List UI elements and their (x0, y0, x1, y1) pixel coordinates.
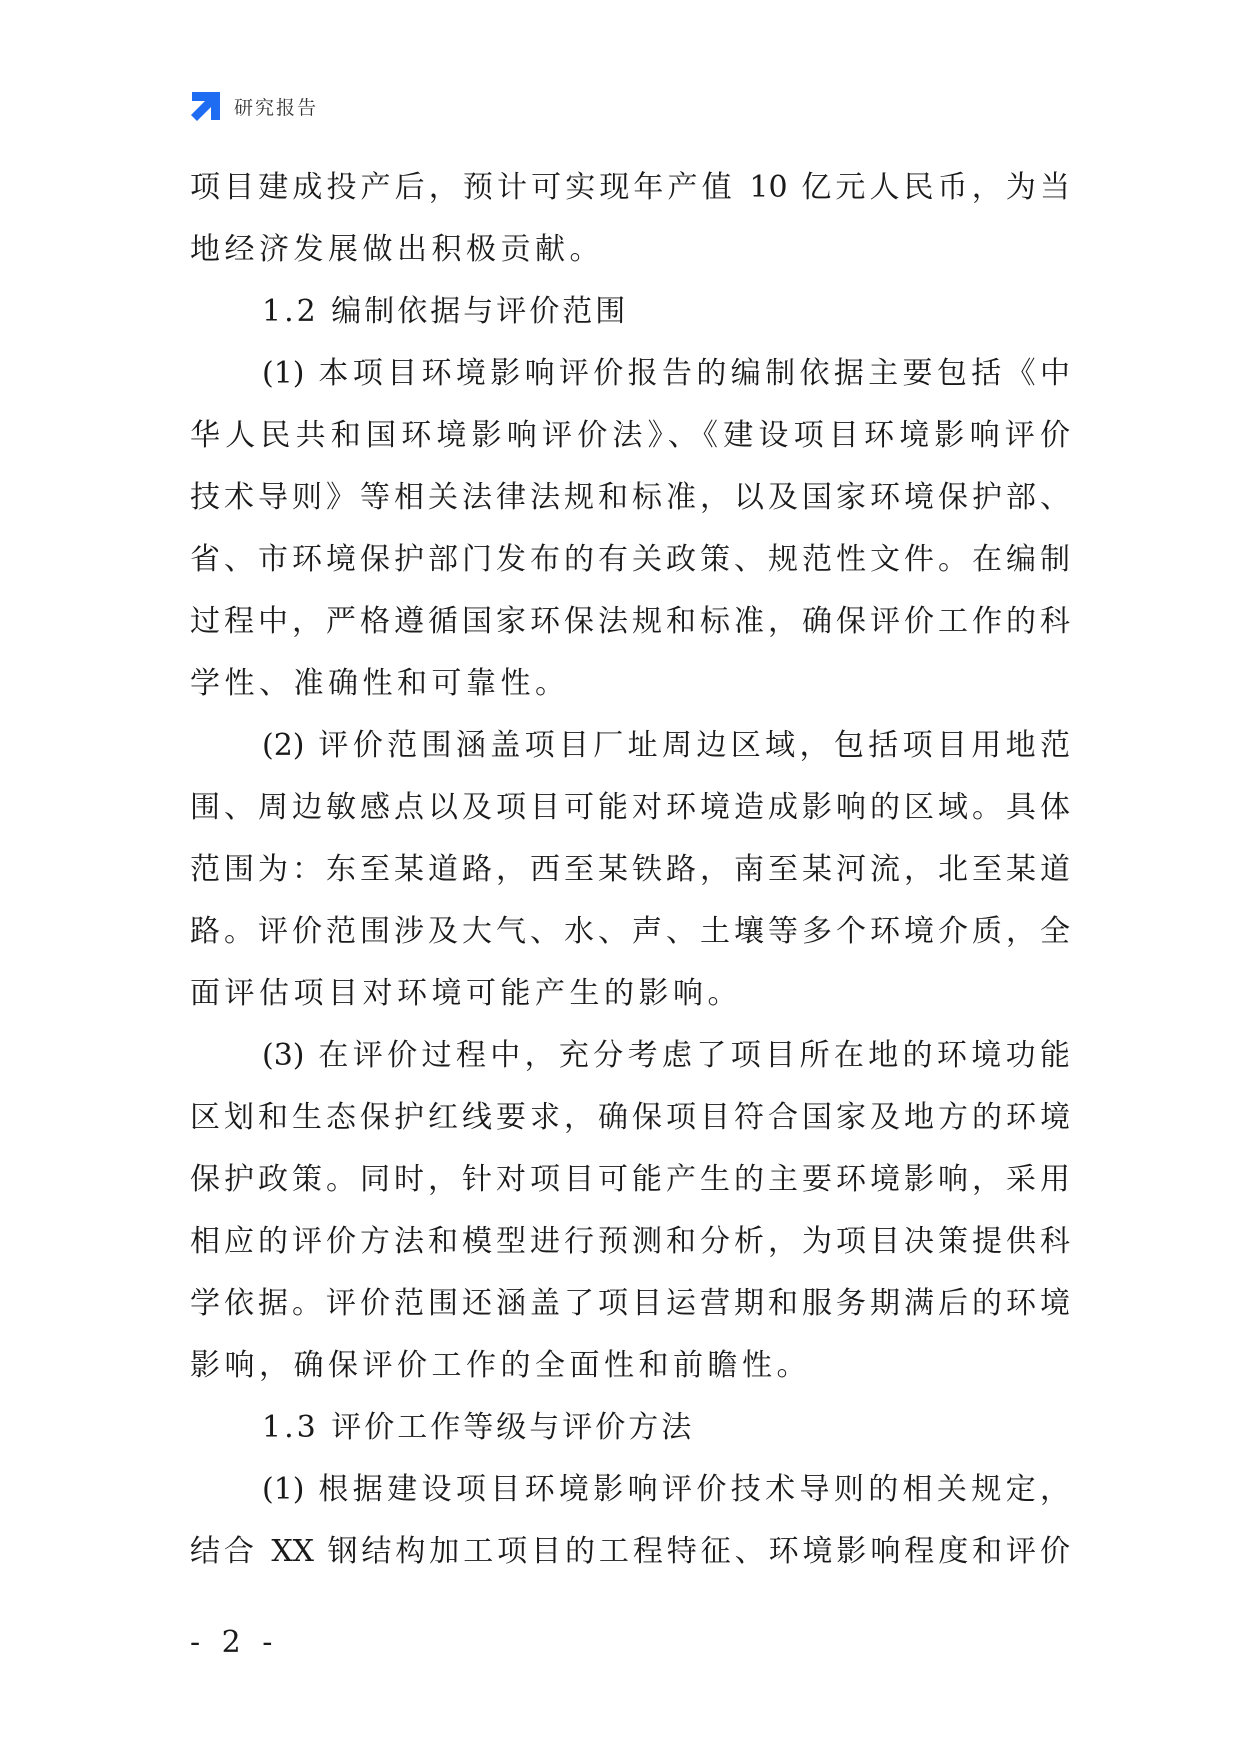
body-line: 路。评价范围涉及大气、水、声、土壤等多个环境介质，全 (190, 914, 1070, 949)
body-line: 项目建成投产后，预计可实现年产值 10 亿元人民币，为当 (190, 170, 1070, 205)
body-line: 华人民共和国环境影响评价法》、《建设项目环境影响评价 (190, 418, 1070, 453)
section-heading: 1.3 评价工作等级与评价方法 (262, 1410, 695, 1445)
arrow-up-right-icon (190, 90, 222, 122)
body-line: 省、市环境保护部门发布的有关政策、规范性文件。在编制 (190, 542, 1070, 577)
page-header (190, 88, 318, 124)
body-line: 学依据。评价范围还涵盖了项目运营期和服务期满后的环境 (190, 1286, 1070, 1321)
section-heading: 1.2 编制依据与评价范围 (262, 294, 629, 329)
body-line: 地经济发展做出积极贡献。 (190, 232, 604, 267)
body-line: (2) 评价范围涵盖项目厂址周边区域，包括项目用地范 (262, 728, 1070, 763)
body-line: 保护政策。同时，针对项目可能产生的主要环境影响，采用 (190, 1162, 1070, 1197)
body-line: (1) 本项目环境影响评价报告的编制依据主要包括《中 (262, 356, 1070, 391)
body-line: 影响，确保评价工作的全面性和前瞻性。 (190, 1348, 811, 1383)
body-line: (1) 根据建设项目环境影响评价技术导则的相关规定， (262, 1472, 1070, 1507)
body-line: 学性、准确性和可靠性。 (190, 666, 570, 701)
body-line: 围、周边敏感点以及项目可能对环境造成影响的区域。具体 (190, 790, 1070, 825)
brand-label: 研究报告 (234, 96, 319, 119)
body-line: 面评估项目对环境可能产生的影响。 (190, 976, 742, 1011)
body-line: 技术导则》等相关法律法规和标准，以及国家环境保护部、 (190, 480, 1070, 515)
body-line: 范围为：东至某道路，西至某铁路，南至某河流，北至某道 (190, 852, 1070, 887)
body-line: (3) 在评价过程中，充分考虑了项目所在地的环境功能 (262, 1038, 1070, 1073)
body-line: 相应的评价方法和模型进行预测和分析，为项目决策提供科 (190, 1224, 1070, 1259)
body-line: 过程中，严格遵循国家环保法规和标准，确保评价工作的科 (190, 604, 1070, 639)
document-body (190, 157, 1070, 1583)
body-line: 区划和生态保护红线要求，确保项目符合国家及地方的环境 (190, 1100, 1070, 1135)
page-number: - 2 - (190, 1625, 279, 1660)
body-line: 结合 XX 钢结构加工项目的工程特征、环境影响程度和评价 (190, 1534, 1070, 1569)
